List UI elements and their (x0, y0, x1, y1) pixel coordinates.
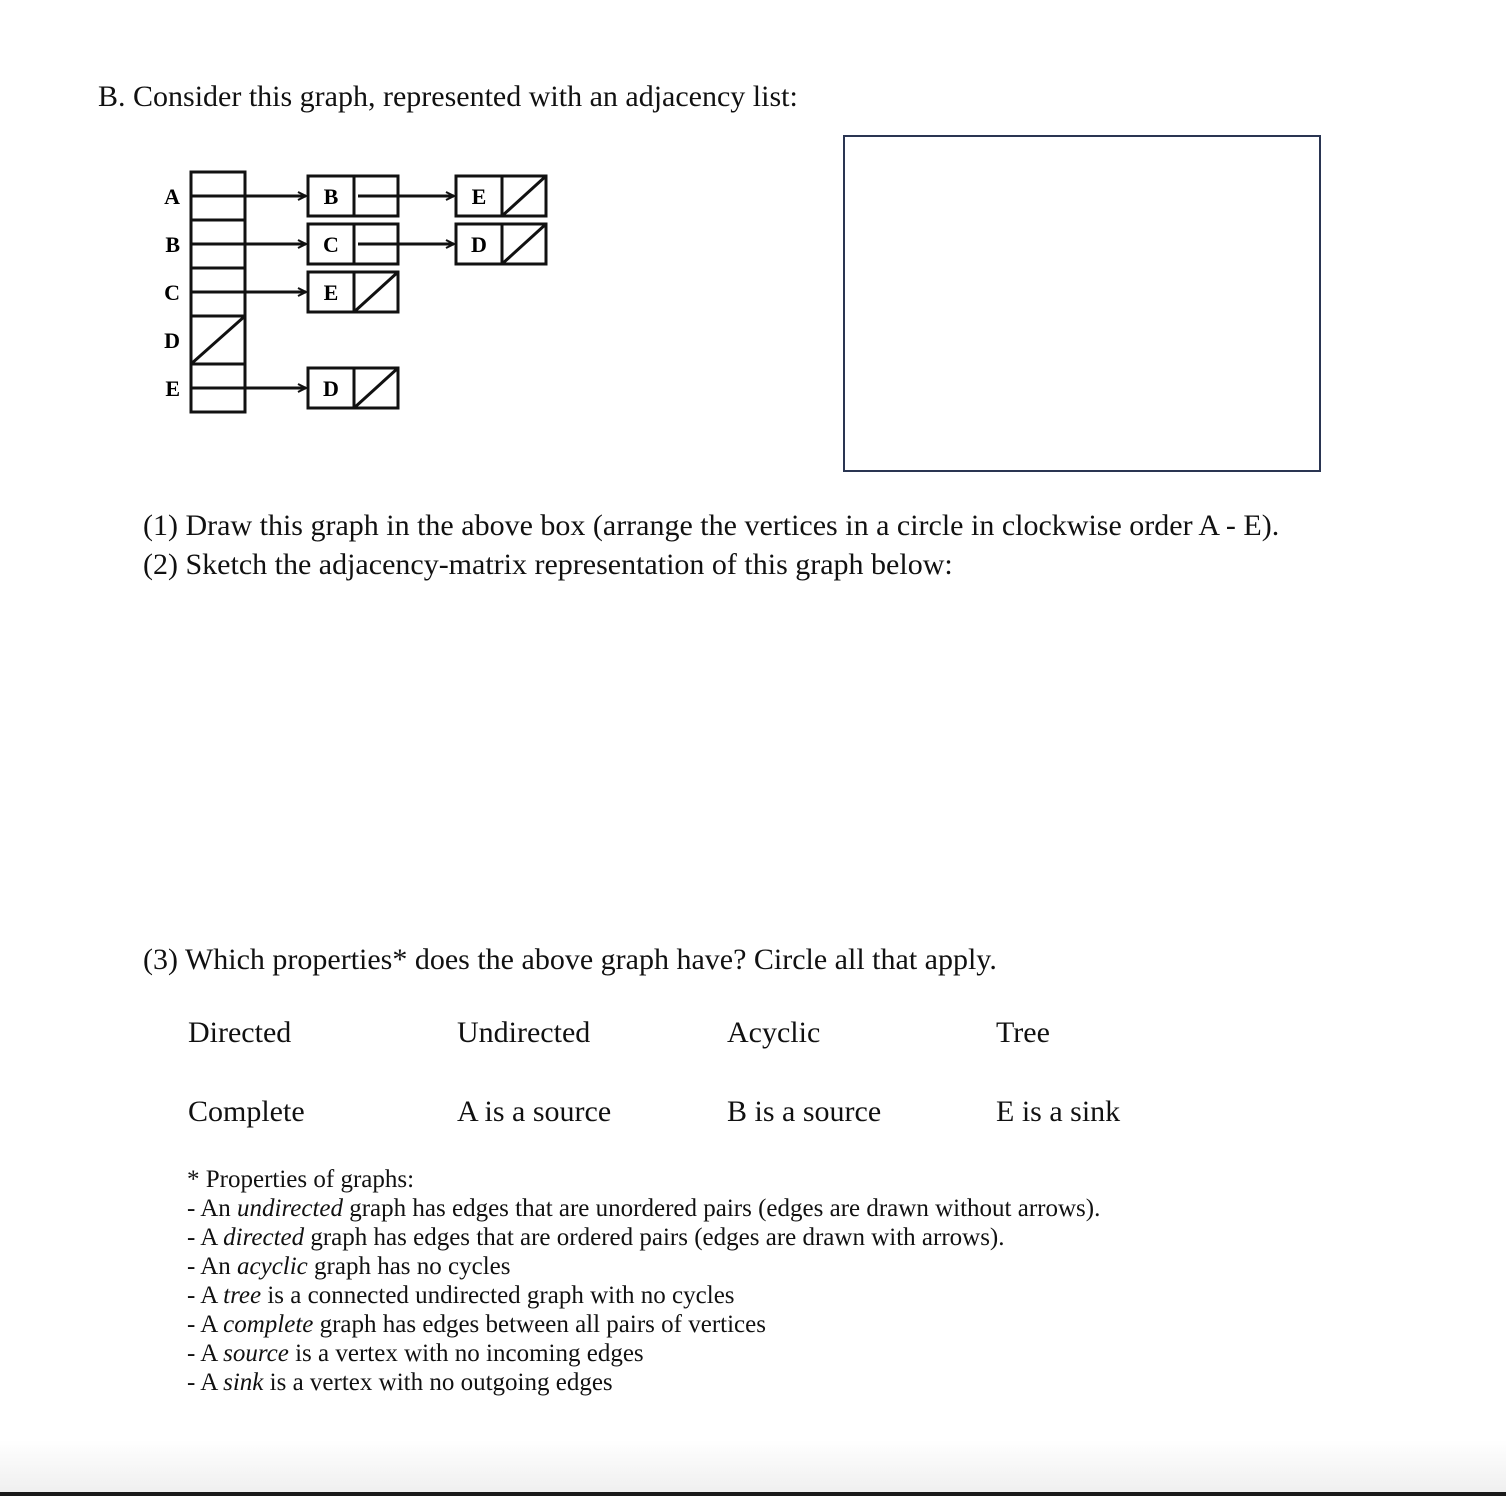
note-undirected: - An undirected graph has edges that are unordered pairs (edges are drawn without arrows). (187, 1195, 1101, 1222)
option-a-source[interactable]: A is a source (457, 1095, 612, 1128)
vertex-label-B: B (165, 232, 180, 257)
node-label-A-E: E (471, 184, 487, 209)
null-slash-A-E (502, 176, 546, 216)
note-directed: - A directed graph has edges that are ordered pairs (edges are drawn with arrows). (187, 1224, 1005, 1251)
node-label-B-D: D (471, 232, 487, 257)
node-label-C-E: E (323, 280, 339, 305)
question-heading: B. Consider this graph, represented with an adjacency list: (98, 80, 798, 113)
note-acyclic: - An acyclic graph has no cycles (187, 1253, 511, 1280)
null-slash-E-D (354, 368, 398, 408)
null-slash-D (191, 316, 245, 364)
vertex-label-C: C (164, 280, 180, 305)
null-slash-B-D (502, 224, 546, 264)
page-bottom-shadow (0, 1440, 1506, 1496)
option-tree[interactable]: Tree (996, 1016, 1050, 1049)
option-b-source[interactable]: B is a source (727, 1095, 882, 1128)
question-1: (1) Draw this graph in the above box (arrange the vertices in a circle in clockwise order A - E). (143, 509, 1280, 542)
option-undirected[interactable]: Undirected (457, 1016, 591, 1049)
node-label-A-B: B (323, 184, 339, 209)
question-3: (3) Which properties* does the above graph have? Circle all that apply. (143, 943, 997, 976)
notes-title: * Properties of graphs: (187, 1166, 415, 1193)
option-directed[interactable]: Directed (188, 1016, 292, 1049)
adjacency-list-diagram (150, 160, 570, 430)
null-slash-C-E (354, 272, 398, 312)
option-complete[interactable]: Complete (188, 1095, 305, 1128)
page-bottom-border (0, 1492, 1506, 1496)
vertex-label-A: A (164, 184, 180, 209)
question-2: (2) Sketch the adjacency-matrix representation of this graph below: (143, 548, 953, 581)
node-label-B-C: C (323, 232, 339, 257)
option-e-sink[interactable]: E is a sink (996, 1095, 1121, 1128)
note-source: - A source is a vertex with no incoming edges (187, 1340, 644, 1367)
vertex-label-D: D (164, 328, 180, 353)
note-complete: - A complete graph has edges between all pairs of vertices (187, 1311, 766, 1338)
note-sink: - A sink is a vertex with no outgoing edges (187, 1369, 613, 1396)
properties-notes (187, 1165, 1100, 1397)
drawing-box[interactable] (843, 135, 1321, 472)
note-tree: - A tree is a connected undirected graph with no cycles (187, 1282, 735, 1309)
vertex-label-E: E (165, 376, 180, 401)
node-label-E-D: D (323, 376, 339, 401)
option-acyclic[interactable]: Acyclic (727, 1016, 821, 1049)
